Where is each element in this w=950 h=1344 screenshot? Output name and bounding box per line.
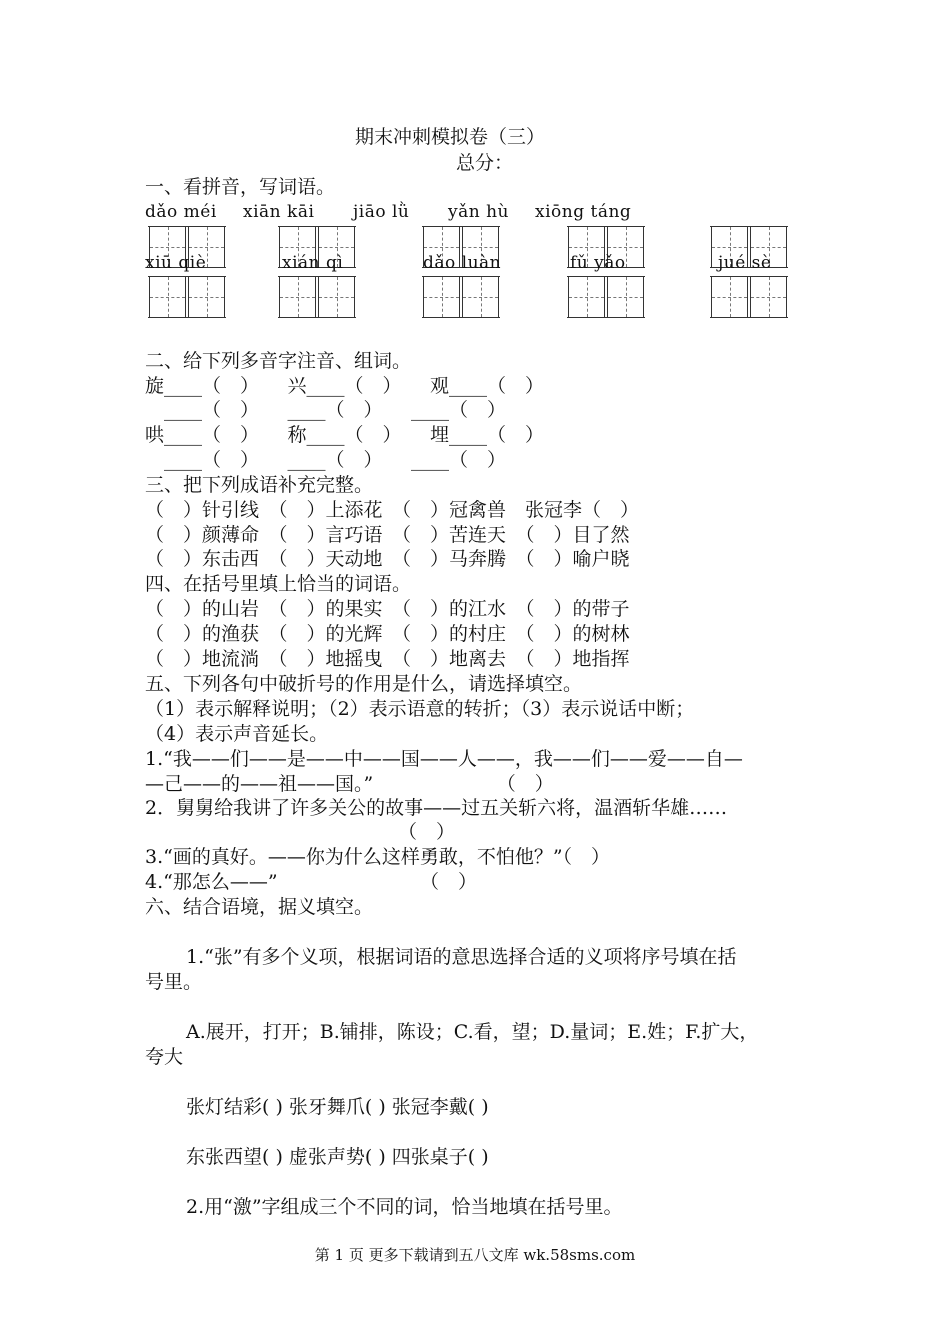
- section-6-heading: 六、结合语境，据义填空。: [145, 896, 374, 918]
- fill-word-line-1: （ ）的山岩 （ ）的果实 （ ）的江水 （ ）的带子: [145, 598, 630, 620]
- pinyin-1-3: jiāo lǜ: [353, 202, 410, 222]
- section-1-heading: 一、看拼音，写词语。: [145, 176, 336, 198]
- polyphone-line-2: ____（ ） ____（ ） ____（ ）: [145, 399, 507, 421]
- dash-question-2a: 2．舅舅给我讲了许多关公的故事——过五关斩六将，温酒斩华雄……: [145, 797, 728, 819]
- zhang-meanings-a: A.展开，打开；B.铺排，陈设；C.看，望；D.量词；E.姓；F.扩大，: [186, 1021, 759, 1043]
- dash-options-line-1: （1）表示解释说明；（2）表示语意的转折；（3）表示说话中断；: [145, 698, 695, 720]
- writing-grid-2-1[interactable]: [148, 276, 226, 318]
- section-5-heading: 五、下列各句中破折号的作用是什么，请选择填空。: [145, 673, 583, 695]
- section-3-heading: 三、把下列成语补充完整。: [145, 474, 374, 496]
- pinyin-2-3: dǎo luàn: [423, 253, 502, 273]
- dash-question-1a: 1.“我——们——是——中——国——人——，我——们——爱——自—: [145, 748, 743, 770]
- page-footer: 第 1 页 更多下载请到五八文库 wk.58sms.com: [314, 1246, 636, 1264]
- pinyin-1-4: yǎn hù: [448, 202, 509, 222]
- zhang-words-line-1: 张灯结彩( ) 张牙舞爪( ) 张冠李戴( ): [186, 1096, 489, 1118]
- writing-grid-2-3[interactable]: [422, 276, 500, 318]
- pinyin-2-1: xiū qiè: [145, 253, 207, 273]
- dash-question-3: 3.“画的真好。——你为什么这样勇敢，不怕他？”（ ）: [145, 846, 611, 868]
- idiom-line-3: （ ）东击西 （ ）天动地 （ ）马奔腾 （ ）喻户晓: [145, 548, 630, 570]
- pinyin-2-4: fǔ yǎo: [570, 253, 626, 273]
- zhang-words-line-2: 东张西望( ) 虚张声势( ) 四张桌子( ): [186, 1146, 489, 1168]
- pinyin-1-1: dǎo méi: [145, 202, 217, 222]
- pinyin-1-5: xiōng táng: [535, 202, 632, 222]
- section-2-heading: 二、给下列多音字注音、组词。: [145, 350, 412, 372]
- dash-options-line-2: （4）表示声音延长。: [145, 723, 329, 745]
- pinyin-2-5: jué sè: [718, 253, 772, 273]
- pinyin-1-2: xiān kāi: [243, 202, 315, 222]
- writing-grid-2-2[interactable]: [278, 276, 356, 318]
- polyphone-line-3: 哄____（ ） 称____（ ） 埋____（ ）: [145, 424, 545, 446]
- polyphone-line-4: ____（ ） ____（ ） ____（ ）: [145, 449, 507, 471]
- pinyin-2-2: xián qì: [282, 253, 344, 273]
- writing-grid-2-5[interactable]: [710, 276, 788, 318]
- polyphone-line-1: 旋____（ ） 兴____（ ） 观____（ ）: [145, 375, 545, 397]
- section-4-heading: 四、在括号里填上恰当的词语。: [145, 573, 412, 595]
- page-title: 期末冲刺模拟卷（三）: [354, 126, 545, 148]
- dash-question-2b: （ ）: [398, 821, 456, 843]
- idiom-line-2: （ ）颜薄命 （ ）言巧语 （ ）苦连天 （ ）目了然: [145, 524, 630, 546]
- dash-question-1b: —己——的——祖——国。” （ ）: [145, 773, 554, 795]
- writing-grid-2-4[interactable]: [567, 276, 645, 318]
- idiom-line-1: （ ）针引线 （ ）上添花 （ ）冠禽兽 张冠李（ ）: [145, 499, 640, 521]
- ji-instruction: 2.用“激”字组成三个不同的词，恰当地填在括号里。: [186, 1196, 623, 1218]
- fill-word-line-2: （ ）的渔获 （ ）的光辉 （ ）的村庄 （ ）的树林: [145, 623, 630, 645]
- total-score-label: 总分：: [456, 152, 514, 174]
- zhang-instruction-a: 1.“张”有多个义项，根据词语的意思选择合适的义项将序号填在括: [186, 946, 737, 968]
- dash-question-4: 4.“那怎么——” （ ）: [145, 871, 478, 893]
- zhang-meanings-b: 夸大: [145, 1046, 184, 1068]
- fill-word-line-3: （ ）地流淌 （ ）地摇曳 （ ）地离去 （ ）地指挥: [145, 648, 630, 670]
- zhang-instruction-b: 号里。: [145, 971, 203, 993]
